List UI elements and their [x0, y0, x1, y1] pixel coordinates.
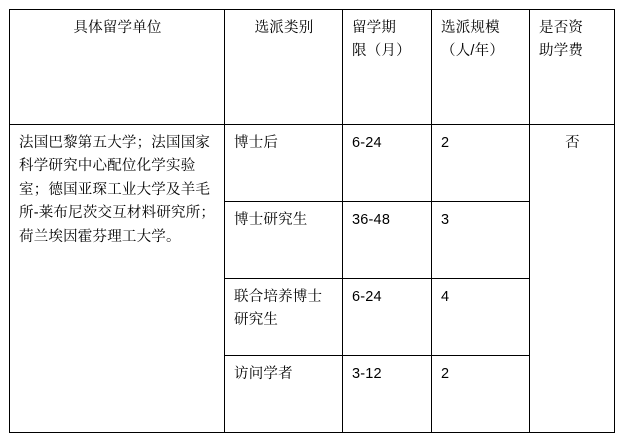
cell-duration-2: 36-48	[343, 202, 432, 279]
cell-duration-3: 6-24	[343, 279, 432, 356]
table-row	[10, 125, 615, 202]
table-header-row	[10, 10, 615, 125]
cell-scale-1: 2	[432, 125, 530, 202]
column-header-scale-line-1: 选派规模	[441, 20, 500, 36]
column-header-duration	[343, 10, 432, 125]
study-abroad-table	[9, 9, 615, 433]
column-header-category	[225, 10, 343, 125]
cell-category-1: 博士后	[225, 125, 343, 202]
cell-scale-2: 3	[432, 202, 530, 279]
cell-duration-1: 6-24	[343, 125, 432, 202]
column-header-duration-line-2: 限（月）	[352, 43, 411, 60]
column-header-funding	[530, 10, 615, 125]
column-header-scale-line-2: （人/年）	[441, 43, 505, 60]
column-header-unit-line-1: 具体留学单位	[73, 20, 162, 36]
column-header-funding-line-1: 是否资	[539, 20, 584, 36]
cell-category-4: 访问学者	[225, 356, 343, 433]
column-header-scale	[432, 10, 530, 125]
cell-category-3: 联合培养博士研究生	[225, 279, 343, 356]
cell-scale-3: 4	[432, 279, 530, 356]
cell-scale-4: 2	[432, 356, 530, 433]
column-header-funding-line-2: 助学费	[539, 43, 584, 60]
column-header-duration-line-1: 留学期	[352, 20, 397, 36]
column-header-unit	[10, 10, 225, 125]
cell-funding: 否	[530, 125, 615, 433]
cell-unit-list: 法国巴黎第五大学；法国国家科学研究中心配位化学实验室；德国亚琛工业大学及羊毛所-莱布尼茨交互材料研究所；荷兰埃因霍芬理工大学。	[10, 125, 225, 433]
column-header-category-line-1: 选派类别	[254, 20, 314, 36]
cell-category-2: 博士研究生	[225, 202, 343, 279]
cell-duration-4: 3-12	[343, 356, 432, 433]
